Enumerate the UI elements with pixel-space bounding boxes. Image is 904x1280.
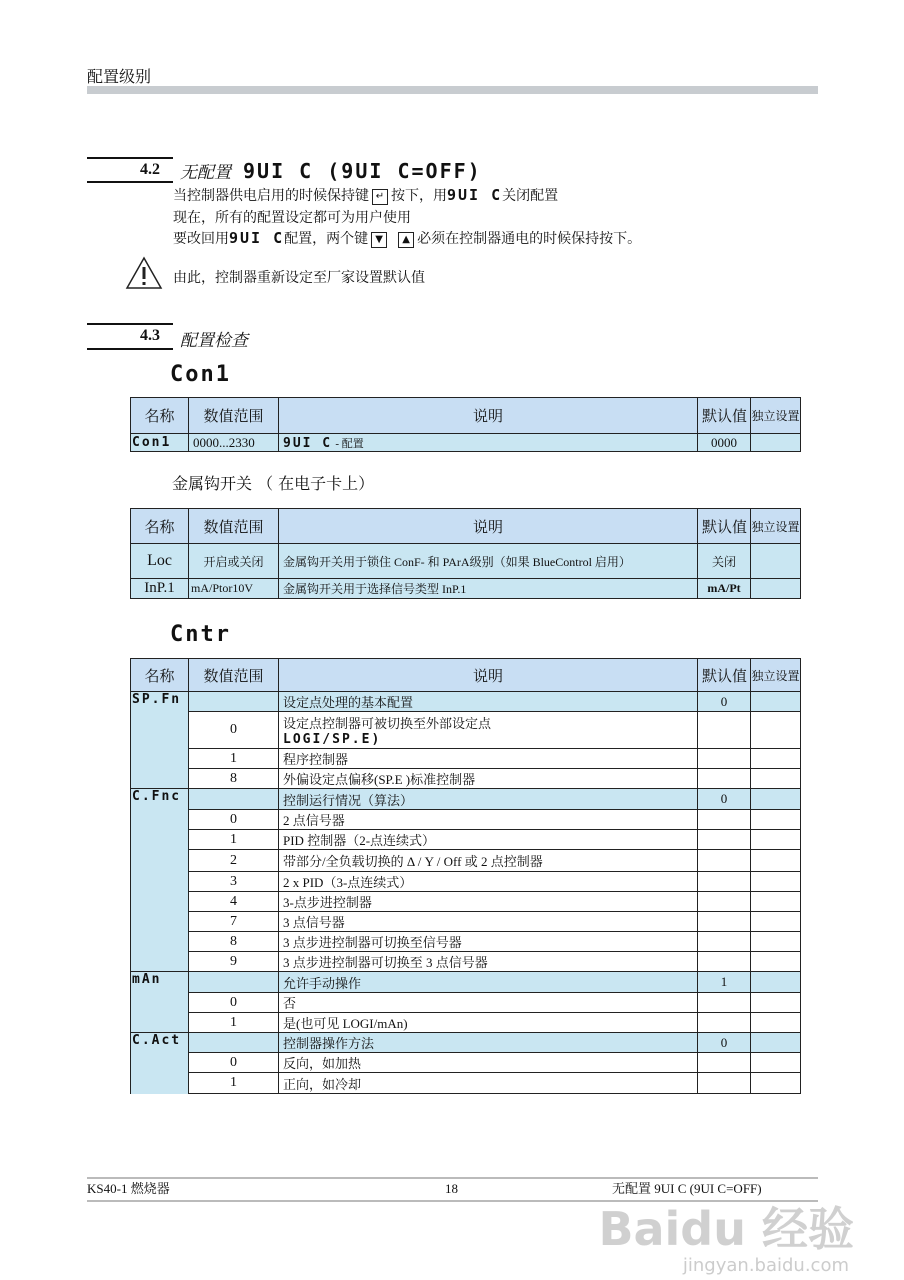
cell-name — [131, 993, 189, 1013]
table-row — [131, 850, 801, 872]
table-group-row — [131, 1033, 801, 1053]
text: 必须在控制器通电的时候保持按下。 — [417, 232, 642, 247]
cell-default: 1 — [698, 972, 751, 993]
cell-default — [698, 932, 751, 952]
cell-range: 8 — [189, 932, 279, 952]
table-header — [131, 659, 801, 692]
desc-text: 带部分/全负载切换的 Δ / Y / Off 或 2 点控制器 — [283, 854, 543, 869]
cell-range: mA/Ptor10V — [189, 579, 279, 599]
cell-default — [698, 892, 751, 912]
table-group-row — [131, 972, 801, 993]
cell-indiv — [751, 850, 801, 872]
desc-text: 外偏设定点偏移(SP.E )标准控制器 — [283, 772, 476, 787]
footer-right: 无配置 9UI C (9UI C=OFF) — [612, 1181, 762, 1196]
cell-desc — [279, 1053, 698, 1073]
cell-default — [698, 1053, 751, 1073]
cell-range: 3 — [189, 872, 279, 892]
desc-text: 3-点步进控制器 — [283, 895, 372, 910]
cell-default — [698, 712, 751, 749]
desc-text: 3 点信号器 — [283, 915, 345, 930]
cell-desc — [279, 993, 698, 1013]
cell-range: 0 — [189, 1053, 279, 1073]
cell-name: C.Act — [131, 1033, 189, 1053]
section-rule — [87, 157, 173, 159]
table-group-row — [131, 692, 801, 712]
cell-indiv — [751, 872, 801, 892]
cell-default: 0000 — [698, 434, 751, 452]
cell-indiv — [751, 952, 801, 972]
cell-desc — [279, 1073, 698, 1094]
con1-table — [130, 397, 801, 452]
cell-indiv — [751, 830, 801, 850]
cell-default: 关闭 — [698, 544, 751, 579]
cell-name — [131, 1053, 189, 1073]
cell-range: 0 — [189, 810, 279, 830]
section-rule — [87, 323, 173, 325]
cell-range: 1 — [189, 749, 279, 769]
cell-desc: 金属钩开关用于锁住 ConF- 和 PArA级别（如果 BlueControl 启用） — [279, 544, 698, 579]
desc-text: 正向，如冷却 — [283, 1076, 362, 1092]
table-row — [131, 810, 801, 830]
desc-text: 2 x PID（3-点连续式） — [283, 875, 413, 890]
col-default: 默认值 — [698, 659, 751, 692]
watermark-url: jingyan.baidu.com — [682, 1255, 849, 1276]
cell-name: C.Fnc — [131, 789, 189, 810]
cell-indiv — [751, 789, 801, 810]
table-row — [131, 830, 801, 850]
cell-desc — [279, 830, 698, 850]
cell-default — [698, 912, 751, 932]
lcd-text: LOGI/SP.E) — [283, 732, 382, 747]
cell-indiv — [751, 692, 801, 712]
cell-name: Con1 — [131, 434, 189, 452]
cell-indiv — [751, 993, 801, 1013]
down-key-icon: ▼ — [371, 232, 387, 248]
section-rule — [87, 348, 173, 350]
cell-indiv — [751, 544, 801, 579]
cell-default — [698, 850, 751, 872]
cell-range: 开启或关闭 — [189, 544, 279, 579]
table-row — [131, 769, 801, 789]
col-name: 名称 — [131, 509, 189, 544]
table-row — [131, 872, 801, 892]
cell-desc — [279, 892, 698, 912]
col-range: 数值范围 — [189, 509, 279, 544]
table-row — [131, 993, 801, 1013]
cell-name — [131, 810, 189, 830]
desc-text: 反向，如加热 — [283, 1056, 362, 1071]
cell-default — [698, 830, 751, 850]
text: 要改回用 — [173, 232, 229, 247]
cell-range — [189, 972, 279, 993]
col-range: 数值范围 — [189, 659, 279, 692]
cell-name — [131, 712, 189, 749]
col-desc: 说明 — [279, 509, 698, 544]
desc-text: 程序控制器 — [283, 752, 349, 767]
cell-indiv — [751, 434, 801, 452]
text: 当控制器供电启用的时候保持键 — [173, 189, 369, 204]
col-desc: 说明 — [279, 659, 698, 692]
cell-range — [189, 692, 279, 712]
cell-indiv — [751, 1033, 801, 1053]
cell-name — [131, 749, 189, 769]
cell-range: 1 — [189, 1073, 279, 1094]
table-row — [131, 892, 801, 912]
cell-default — [698, 872, 751, 892]
table-row — [131, 434, 801, 452]
cell-indiv — [751, 932, 801, 952]
cell-desc — [279, 769, 698, 789]
cell-desc — [279, 932, 698, 952]
desc-text: 控制运行情况（算法） — [283, 792, 414, 808]
cell-indiv — [751, 749, 801, 769]
cell-desc — [279, 712, 698, 749]
text: 配置，两个键 — [284, 232, 369, 247]
enter-key-icon: ↵ — [372, 189, 388, 205]
table-group-row — [131, 789, 801, 810]
cell-indiv — [751, 912, 801, 932]
section-number: 4.2 — [140, 161, 160, 178]
cell-range: 9 — [189, 952, 279, 972]
cell-default — [698, 993, 751, 1013]
lcd-text: 9UI C — [283, 435, 333, 451]
cell-default: mA/Pt — [698, 579, 751, 599]
cell-name: Loc — [131, 544, 189, 579]
cell-range: 7 — [189, 912, 279, 932]
cell-name: mAn — [131, 972, 189, 993]
cell-default — [698, 749, 751, 769]
text: 按下，用 — [391, 189, 447, 204]
section-title: 无配置 — [180, 163, 231, 182]
up-key-icon: ▲ — [398, 232, 414, 248]
cell-default — [698, 769, 751, 789]
footer-rule — [87, 1177, 818, 1179]
col-indiv: 独立设置 — [751, 659, 801, 692]
cell-desc — [279, 810, 698, 830]
col-indiv: 独立设置 — [751, 509, 801, 544]
desc-text: 设定点处理的基本配置 — [283, 695, 414, 710]
table-header — [131, 509, 801, 544]
cell-default — [698, 952, 751, 972]
desc-text: 是(也可见 LOGI/mAn) — [283, 1016, 408, 1031]
lcd-text: 9UI C — [229, 229, 285, 247]
cell-name — [131, 912, 189, 932]
cell-indiv — [751, 972, 801, 993]
cell-indiv — [751, 712, 801, 749]
cell-indiv — [751, 810, 801, 830]
table-row — [131, 1053, 801, 1073]
cell-default — [698, 1073, 751, 1094]
cell-default: 0 — [698, 692, 751, 712]
section-rule — [87, 181, 173, 183]
table-row — [131, 932, 801, 952]
cell-default — [698, 810, 751, 830]
text: 关闭配置 — [502, 189, 559, 204]
cell-name — [131, 830, 189, 850]
desc-text: PID 控制器（2-点连续式） — [283, 833, 436, 848]
cell-indiv — [751, 1053, 801, 1073]
col-indiv: 独立设置 — [751, 398, 801, 434]
cell-range — [189, 1033, 279, 1053]
cell-name — [131, 769, 189, 789]
col-desc: 说明 — [279, 398, 698, 434]
baidu-watermark-logo: Baidu 经验 — [598, 1202, 854, 1256]
desc-text: 3 点步进控制器可切换至信号器 — [283, 935, 462, 950]
cell-desc — [279, 872, 698, 892]
table-header — [131, 398, 801, 434]
cntr-table — [130, 658, 801, 1094]
table-row — [131, 579, 801, 599]
col-name: 名称 — [131, 659, 189, 692]
desc-text: 允许手动操作 — [283, 975, 362, 991]
cell-name — [131, 1073, 189, 1094]
cell-desc — [279, 434, 698, 452]
lcd-text: 9UI C — [447, 186, 503, 204]
header-bar — [87, 86, 818, 94]
cell-range: 4 — [189, 892, 279, 912]
col-range: 数值范围 — [189, 398, 279, 434]
con1-heading: Con1 — [170, 362, 231, 387]
cell-range: 2 — [189, 850, 279, 872]
section-title: 配置检查 — [180, 331, 248, 350]
paragraph: 现在，所有的配置设定都可为用户使用 — [173, 211, 411, 226]
cell-desc — [279, 789, 698, 810]
cntr-heading: Cntr — [170, 622, 231, 647]
cell-range: 0000...2330 — [189, 434, 279, 452]
cell-name — [131, 850, 189, 872]
table-row — [131, 712, 801, 749]
desc-text: 否 — [283, 996, 297, 1011]
cell-range: 8 — [189, 769, 279, 789]
cell-indiv — [751, 1013, 801, 1033]
cell-default — [698, 1013, 751, 1033]
cell-desc — [279, 850, 698, 872]
cell-name — [131, 952, 189, 972]
desc-text: 3 点步进控制器可切换至 3 点信号器 — [283, 955, 488, 970]
table-row — [131, 544, 801, 579]
cell-name: SP.Fn — [131, 692, 189, 712]
table-row — [131, 952, 801, 972]
warning-triangle-icon — [125, 256, 163, 290]
cell-name: InP.1 — [131, 579, 189, 599]
table-row — [131, 1073, 801, 1094]
cell-desc — [279, 972, 698, 993]
cell-name — [131, 872, 189, 892]
cell-range: 0 — [189, 712, 279, 749]
cell-desc — [279, 1033, 698, 1053]
table-row — [131, 912, 801, 932]
cell-indiv — [751, 892, 801, 912]
page-number: 18 — [445, 1181, 458, 1196]
running-header: 配置级别 — [87, 67, 152, 86]
cell-desc — [279, 1013, 698, 1033]
switch-table — [130, 508, 801, 599]
col-default: 默认值 — [698, 398, 751, 434]
cell-range — [189, 789, 279, 810]
cell-range: 0 — [189, 993, 279, 1013]
switch-heading: 金属钩开关 （ 在电子卡上） — [172, 474, 375, 493]
cell-desc — [279, 952, 698, 972]
paragraph — [173, 185, 558, 205]
cell-desc — [279, 749, 698, 769]
cell-desc: 金属钩开关用于选择信号类型 InP.1 — [279, 579, 698, 599]
col-default: 默认值 — [698, 509, 751, 544]
footer-left: KS40-1 燃烧器 — [87, 1181, 170, 1196]
cell-indiv — [751, 579, 801, 599]
cell-default: 0 — [698, 1033, 751, 1053]
section-number: 4.3 — [140, 327, 160, 344]
cell-range: 1 — [189, 1013, 279, 1033]
paragraph — [173, 228, 641, 248]
cell-indiv — [751, 1073, 801, 1094]
cell-name — [131, 932, 189, 952]
text: - 配置 — [335, 437, 364, 450]
cell-indiv — [751, 769, 801, 789]
lcd-title: 9UI C (9UI C=OFF) — [243, 159, 482, 183]
table-row — [131, 749, 801, 769]
section-heading — [180, 158, 482, 183]
cell-desc — [279, 692, 698, 712]
desc-text: 控制器操作方法 — [283, 1036, 375, 1051]
cell-name — [131, 892, 189, 912]
warning-text: 由此，控制器重新设定至厂家设置默认值 — [173, 271, 425, 286]
table-row — [131, 1013, 801, 1033]
cell-desc — [279, 912, 698, 932]
desc-text: 2 点信号器 — [283, 813, 345, 828]
desc-text: 设定点控制器可被切换至外部设定点 — [283, 716, 492, 731]
cell-default: 0 — [698, 789, 751, 810]
cell-range: 1 — [189, 830, 279, 850]
cell-name — [131, 1013, 189, 1033]
col-name: 名称 — [131, 398, 189, 434]
